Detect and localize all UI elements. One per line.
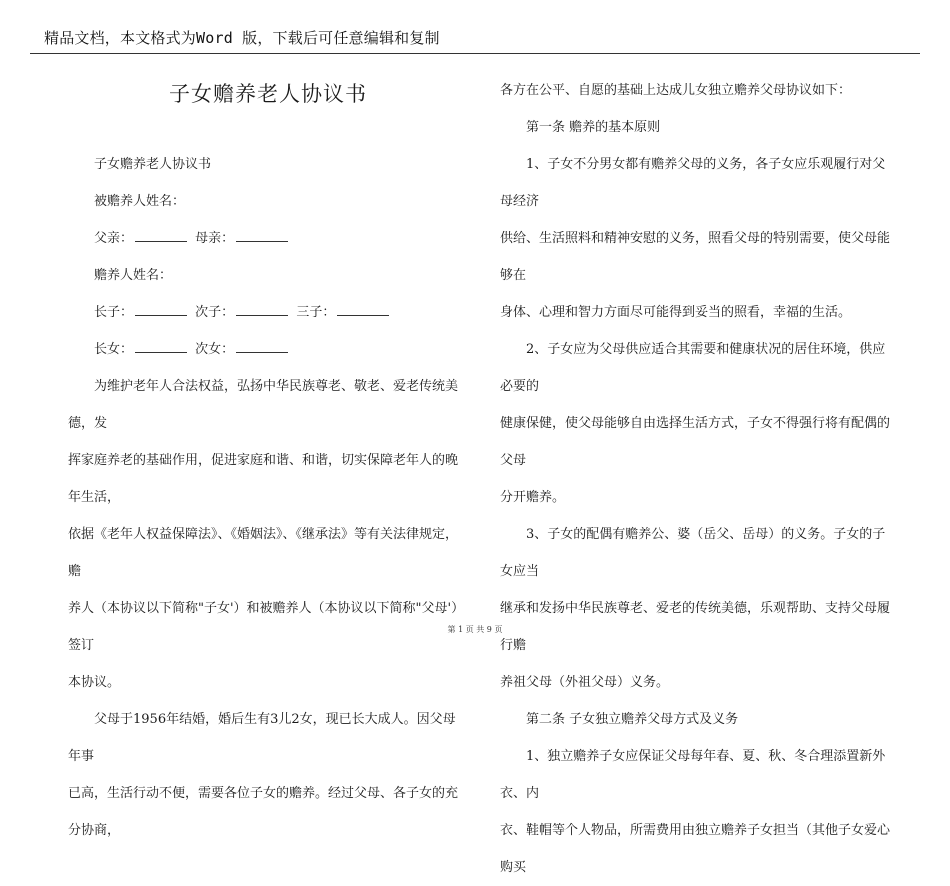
document-banner: 精品文档，本文格式为Word 版，下载后可任意编辑和复制 bbox=[44, 29, 440, 47]
paragraph-line: 1、独立赡养子女应保证父母每年春、夏、秋、冬合理添置新外衣、内 bbox=[500, 749, 886, 801]
paragraph-line: 本协议。 bbox=[68, 675, 121, 690]
son2-blank bbox=[236, 303, 288, 316]
paragraph-line: 2、子女应为父母供应适合其需要和健康状况的居住环境，供应必要的 bbox=[500, 342, 886, 394]
paragraph-line: 父母于1956年结婚，婚后生有3儿2女，现已长大成人。因父母年事 bbox=[68, 712, 456, 764]
parents-line bbox=[68, 220, 468, 257]
son3-label: 三子： bbox=[296, 305, 336, 320]
supporter-label: 赡养人姓名： bbox=[94, 268, 173, 283]
paragraph-line: 衣、鞋帽等个人物品，所需费用由独立赡养子女担当（其他子女爱心购买 bbox=[500, 823, 891, 875]
paragraph-line: 分开赡养。 bbox=[500, 490, 566, 505]
page-number: 第 1 页 共 9 页 bbox=[447, 625, 503, 634]
father-blank bbox=[135, 229, 187, 242]
paragraph-line: 1、子女不分男女都有赡养父母的义务，各子女应乐观履行对父母经济 bbox=[500, 157, 886, 209]
father-label: 父亲： bbox=[94, 231, 134, 246]
paragraph-line: 养人（本协议以下简称"子女'）和被赡养人（本协议以下简称"父母'）签订 bbox=[68, 601, 465, 653]
dau1-blank bbox=[135, 340, 187, 353]
dau1-label: 长女： bbox=[94, 342, 134, 357]
daughters-line bbox=[68, 331, 468, 368]
paragraph-line: 养祖父母（外祖父母）义务。 bbox=[500, 675, 670, 690]
dau2-label: 次女： bbox=[195, 342, 235, 357]
paragraph-line: 继承和发扬中华民族尊老、爱老的传统美德，乐观帮助、支持父母履行赡 bbox=[500, 601, 891, 653]
dau2-blank bbox=[236, 340, 288, 353]
paragraph-line: 供给、生活照料和精神安慰的义务，照看父母的特别需要，使父母能够在 bbox=[500, 231, 891, 283]
right-column bbox=[500, 72, 892, 886]
left-column bbox=[68, 62, 468, 849]
mother-label: 母亲： bbox=[195, 231, 235, 246]
son2-label: 次子： bbox=[195, 305, 235, 320]
mother-blank bbox=[236, 229, 288, 242]
doc-name-line: 子女赡养老人协议书 bbox=[94, 157, 212, 172]
paragraph-background bbox=[68, 701, 468, 849]
agreement-intro: 各方在公平、自愿的基础上达成儿女独立赡养父母协议如下： bbox=[500, 83, 852, 98]
article-1-heading: 第一条 赡养的基本原则 bbox=[526, 120, 661, 135]
son1-label: 长子： bbox=[94, 305, 134, 320]
supported-person-label: 被赡养人姓名： bbox=[94, 194, 186, 209]
article-2-heading: 第二条 子女独立赡养父母方式及义务 bbox=[526, 712, 739, 727]
paragraph-line: 挥家庭养老的基础作用，促进家庭和谐、和谐，切实保障老年人的晚年生活， bbox=[68, 453, 459, 505]
paragraph-line: 3、子女的配偶有赡养公、婆（岳父、岳母）的义务。子女的子女应当 bbox=[500, 527, 886, 579]
paragraph-line: 健康保健，使父母能够自由选择生活方式，子女不得强行将有配偶的父母 bbox=[500, 416, 891, 468]
paragraph-line: 身体、心理和智力方面尽可能得到妥当的照看，幸福的生活。 bbox=[500, 305, 852, 320]
son1-blank bbox=[135, 303, 187, 316]
document-title: 子女赡养老人协议书 bbox=[169, 82, 367, 106]
paragraph-line: 依据《老年人权益保障法》、《婚姻法》、《继承法》等有关法律规定，赡 bbox=[68, 527, 459, 579]
sons-line bbox=[68, 294, 468, 331]
paragraph-line: 为维护老年人合法权益，弘扬中华民族尊老、敬老、爱老传统美德，发 bbox=[68, 379, 459, 431]
header-divider bbox=[30, 53, 920, 54]
paragraph-purpose bbox=[68, 368, 468, 701]
paragraph-line: 已高，生活行动不便，需要各位子女的赡养。经过父母、各子女的充分协商， bbox=[68, 786, 459, 838]
son3-blank bbox=[337, 303, 389, 316]
